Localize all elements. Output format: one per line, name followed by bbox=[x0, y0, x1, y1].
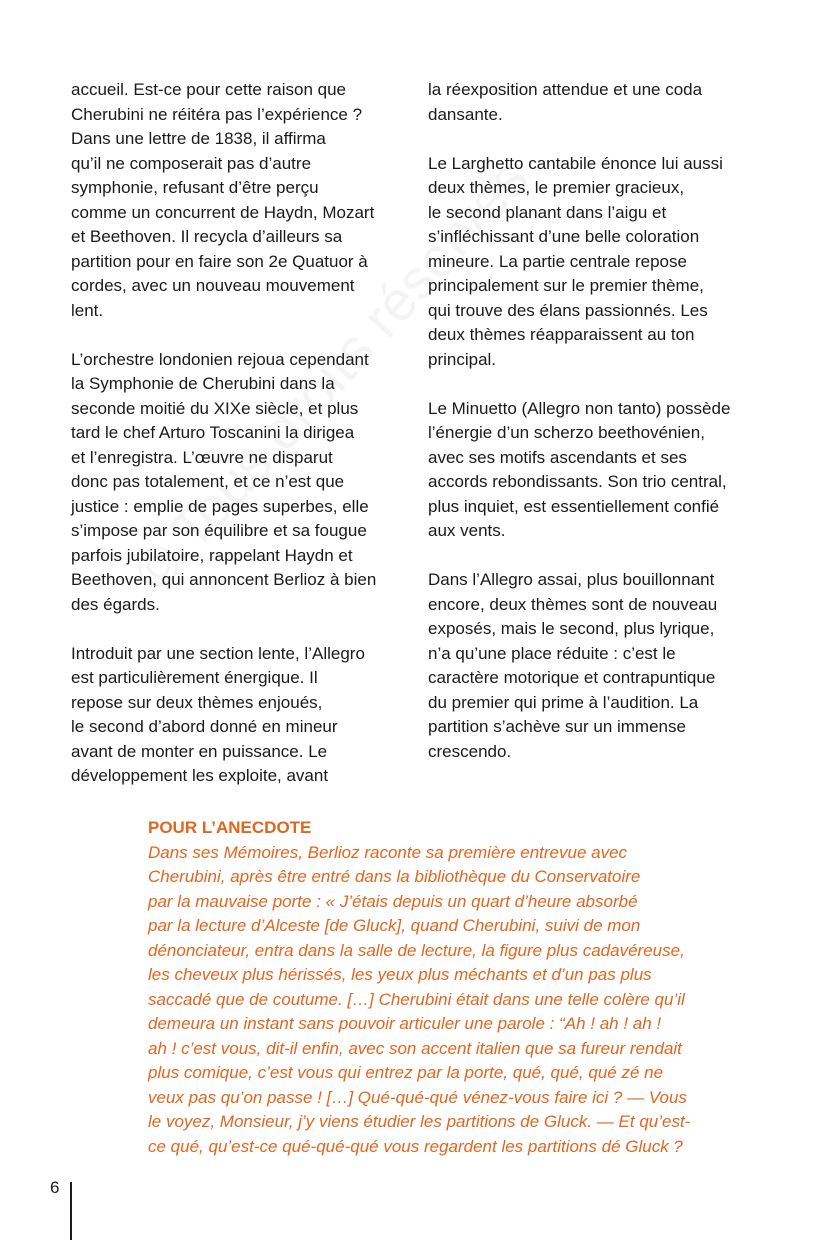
text-line: comme un concurrent de Haydn, Mozart bbox=[71, 202, 375, 222]
anecdote-line: par la mauvaise porte : « J’étais depuis un quart d’heure absorbé bbox=[148, 891, 638, 911]
left-text-column bbox=[71, 78, 401, 813]
anecdote-line: ce qué, qu’est-ce qué-qué-qué vous regardent les partitions dé Gluck ? bbox=[148, 1136, 683, 1156]
anecdote-line: Dans ses Mémoires, Berlioz raconte sa première entrevue avec bbox=[148, 842, 628, 862]
anecdote-box bbox=[148, 816, 748, 1159]
paragraph bbox=[71, 642, 401, 789]
text-line: plus inquiet, est essentiellement confié bbox=[428, 496, 720, 516]
text-line: partition pour en faire son 2e Quatuor à bbox=[71, 251, 368, 271]
anecdote-line: saccadé que de coutume. […] Cherubini était dans une telle colère qu’il bbox=[148, 989, 685, 1009]
text-line: parfois jubilatoire, rappelant Haydn et bbox=[71, 545, 353, 565]
text-line: qui trouve des élans passionnés. Les bbox=[428, 300, 708, 320]
text-line: la réexposition attendue et une coda bbox=[428, 80, 703, 99]
text-line: L’orchestre londonien rejoua cependant bbox=[71, 349, 369, 369]
text-line: caractère motorique et contrapuntique bbox=[428, 668, 716, 687]
text-line: du premier qui prime à l’audition. La bbox=[428, 692, 699, 712]
page-number: 6 bbox=[50, 1178, 60, 1197]
text-line: justice : emplie de pages superbes, elle bbox=[71, 496, 369, 516]
paragraph bbox=[71, 78, 401, 323]
text-line: Beethoven, qui annoncent Berlioz à bien bbox=[71, 570, 377, 589]
text-line: Le Larghetto cantabile énonce lui aussi bbox=[428, 153, 723, 173]
text-line: la Symphonie de Cherubini dans la bbox=[71, 374, 335, 393]
text-line: et l’enregistra. L’œuvre ne disparut bbox=[71, 447, 333, 467]
text-line: encore, deux thèmes sont de nouveau bbox=[428, 594, 718, 614]
text-line: lent. bbox=[71, 300, 104, 320]
text-line: avec ses motifs ascendants et ses bbox=[428, 447, 687, 467]
text-line: Cherubini ne réitéra pas l’expérience ? bbox=[71, 104, 363, 124]
text-line: cordes, avec un nouveau mouvement bbox=[71, 276, 355, 295]
anecdote-line: ah ! c’est vous, dit-il enfin, avec son accent italien que sa fureur rendait bbox=[148, 1038, 682, 1058]
text-line: accords rebondissants. Son trio central, bbox=[428, 472, 727, 491]
text-line: accueil. Est-ce pour cette raison que bbox=[71, 80, 346, 99]
text-line: l’énergie d’un scherzo beethovénien, bbox=[428, 423, 705, 442]
paragraph bbox=[428, 152, 763, 373]
paragraph bbox=[428, 78, 763, 127]
text-line: qu’il ne composerait pas d’autre bbox=[71, 153, 312, 173]
text-line: des égards. bbox=[71, 594, 160, 614]
text-line: s’infléchissant d’une belle coloration bbox=[428, 227, 700, 246]
text-line: symphonie, refusant d’être perçu bbox=[71, 178, 319, 197]
text-line: repose sur deux thèmes enjoués, bbox=[71, 692, 323, 712]
text-line: donc pas totalement, et ce n’est que bbox=[71, 472, 345, 491]
paragraph bbox=[428, 397, 763, 544]
right-text-column bbox=[428, 78, 763, 789]
text-line: partition s’achève sur un immense bbox=[428, 717, 686, 736]
text-line: et Beethoven. Il recycla d’ailleurs sa bbox=[71, 227, 343, 246]
text-line: le second planant dans l’aigu et bbox=[428, 202, 667, 222]
text-line: deux thèmes réapparaissent au ton bbox=[428, 325, 695, 344]
anecdote-line: le voyez, Monsieur, j’y viens étudier les partitions de Gluck. — Et qu’est- bbox=[148, 1112, 691, 1131]
text-line: dansante. bbox=[428, 104, 503, 124]
anecdote-line: demeura un instant sans pouvoir articuler une parole : “Ah ! ah ! ah ! bbox=[148, 1014, 662, 1033]
text-line: seconde moitié du XIXe siècle, et plus bbox=[71, 398, 359, 418]
anecdote-line: Cherubini, après être entré dans la bibliothèque du Conservatoire bbox=[148, 867, 641, 886]
anecdote-title: POUR L’ANECDOTE bbox=[148, 818, 312, 837]
text-line: n’a qu’une place réduite : c’est le bbox=[428, 643, 676, 663]
anecdote-body bbox=[148, 841, 748, 1160]
text-line: Introduit par une section lente, l’Allegro bbox=[71, 643, 365, 663]
text-line: crescendo. bbox=[428, 741, 512, 761]
text-line: s’impose par son équilibre et sa fougue bbox=[71, 521, 367, 540]
anecdote-line: les cheveux plus hérissés, les yeux plus méchants et d’un pas plus bbox=[148, 965, 652, 984]
page-number-rule bbox=[70, 1182, 72, 1240]
anecdote-line: veux pas qu’on passe ! […] Qué-qué-qué vénez-vous faire ici ? — Vous bbox=[148, 1087, 687, 1107]
text-line: Dans l’Allegro assai, plus bouillonnant bbox=[428, 570, 715, 589]
text-line: Le Minuetto (Allegro non tanto) possède bbox=[428, 398, 731, 418]
text-line: Dans une lettre de 1838, il affirma bbox=[71, 129, 326, 148]
text-line: aux vents. bbox=[428, 521, 506, 540]
paragraph bbox=[428, 568, 763, 764]
text-line: tard le chef Arturo Toscanini la dirigea bbox=[71, 423, 355, 442]
text-line: exposés, mais le second, plus lyrique, bbox=[428, 619, 715, 638]
paragraph bbox=[71, 348, 401, 618]
text-line: le second d’abord donné en mineur bbox=[71, 717, 338, 736]
anecdote-line: par la lecture d’Alceste [de Gluck], quand Cherubini, suivi de mon bbox=[148, 916, 641, 935]
anecdote-line: dénonciateur, entra dans la salle de lecture, la figure plus cadavéreuse, bbox=[148, 940, 685, 960]
anecdote-line: plus comique, c’est vous qui entrez par la porte, qué, qué, qué zé ne bbox=[148, 1063, 664, 1082]
text-line: développement les exploite, avant bbox=[71, 766, 329, 785]
text-line: est particulièrement énergique. Il bbox=[71, 668, 318, 687]
text-line: avant de monter en puissance. Le bbox=[71, 741, 328, 761]
text-line: deux thèmes, le premier gracieux, bbox=[428, 178, 685, 197]
text-line: principalement sur le premier thème, bbox=[428, 276, 704, 295]
text-line: principal. bbox=[428, 349, 497, 369]
text-line: mineure. La partie centrale repose bbox=[428, 251, 687, 271]
